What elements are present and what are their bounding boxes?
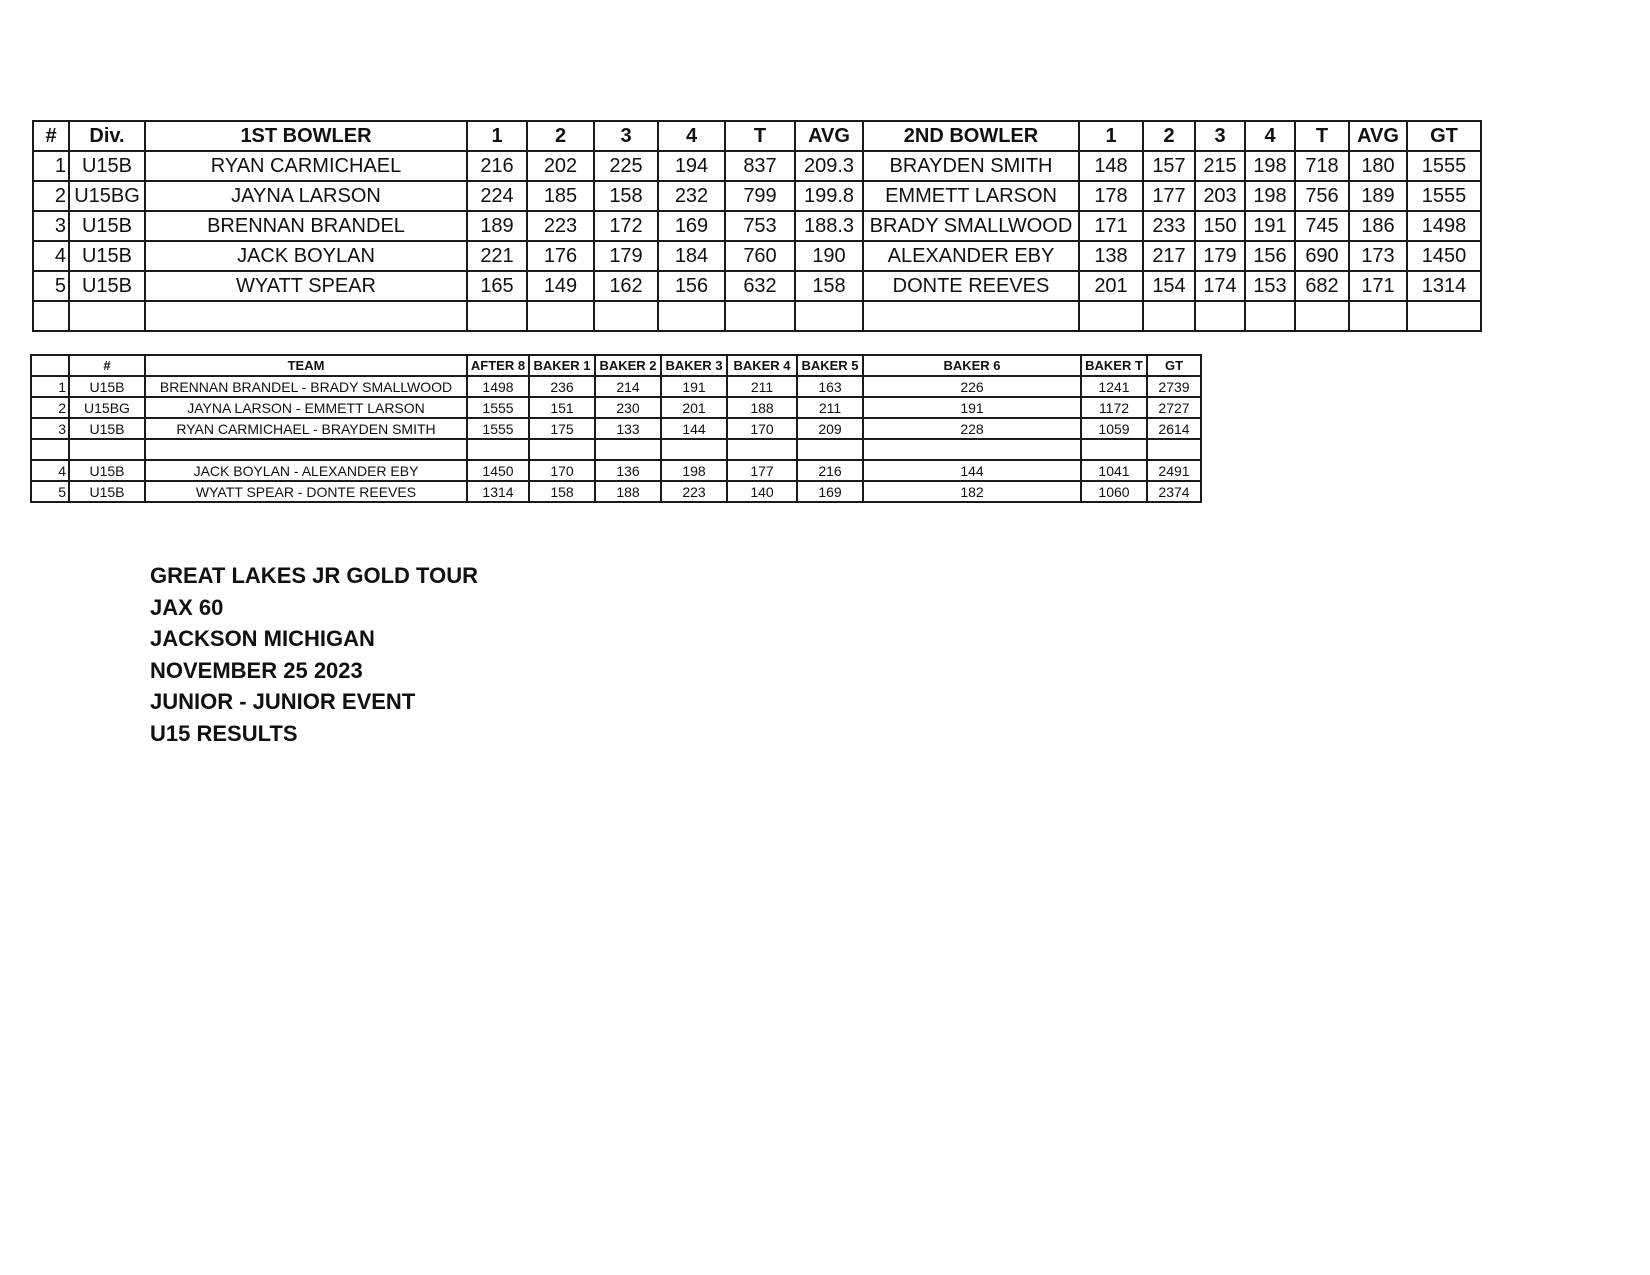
table-cell: 3 (31, 418, 69, 439)
table-cell: 169 (797, 481, 863, 502)
event-info-block (150, 560, 478, 749)
table-row (31, 376, 1201, 397)
table-cell: 186 (1349, 211, 1407, 241)
column-header: 3 (1195, 121, 1245, 151)
table-cell: BRENNAN BRANDEL - BRADY SMALLWOOD (145, 376, 467, 397)
table-cell: 682 (1295, 271, 1349, 301)
column-header: 2 (527, 121, 594, 151)
table-cell: 175 (529, 418, 595, 439)
table-cell: U15B (69, 151, 145, 181)
table-cell (527, 301, 594, 331)
column-header: BAKER 5 (797, 355, 863, 376)
table-cell: RYAN CARMICHAEL - BRAYDEN SMITH (145, 418, 467, 439)
table-cell (1143, 301, 1195, 331)
table-cell: 203 (1195, 181, 1245, 211)
table-cell: 170 (529, 460, 595, 481)
table-cell: 150 (1195, 211, 1245, 241)
table-cell: 2727 (1147, 397, 1201, 418)
column-header: 3 (594, 121, 658, 151)
table-cell: 178 (1079, 181, 1143, 211)
table-cell: 211 (727, 376, 797, 397)
table-cell: 4 (31, 460, 69, 481)
table-cell: JAYNA LARSON (145, 181, 467, 211)
table-cell: 163 (797, 376, 863, 397)
table-cell (1245, 301, 1295, 331)
table-cell: 216 (797, 460, 863, 481)
table-cell: 2374 (1147, 481, 1201, 502)
table-cell: 189 (1349, 181, 1407, 211)
table-cell (1349, 301, 1407, 331)
pairs-table-body (33, 151, 1481, 331)
table-cell: 3 (33, 211, 69, 241)
table-cell: 185 (527, 181, 594, 211)
column-header: 2ND BOWLER (863, 121, 1079, 151)
table-cell: 1059 (1081, 418, 1147, 439)
table-cell: 632 (725, 271, 795, 301)
table-cell: 233 (1143, 211, 1195, 241)
column-header (31, 355, 69, 376)
table-cell: U15B (69, 481, 145, 502)
table-row (33, 271, 1481, 301)
column-header: BAKER 4 (727, 355, 797, 376)
table-cell (33, 301, 69, 331)
table-cell: 1 (33, 151, 69, 181)
table-cell: 230 (595, 397, 661, 418)
table-cell: 5 (31, 481, 69, 502)
table-cell (467, 439, 529, 460)
table-cell: 191 (661, 376, 727, 397)
column-header: BAKER T (1081, 355, 1147, 376)
table-cell (69, 439, 145, 460)
table-cell: WYATT SPEAR - DONTE REEVES (145, 481, 467, 502)
table-cell: 1555 (1407, 181, 1481, 211)
column-header: BAKER 2 (595, 355, 661, 376)
event-name: JUNIOR - JUNIOR EVENT (150, 689, 416, 714)
table-cell: 718 (1295, 151, 1349, 181)
table-cell (725, 301, 795, 331)
table-cell: 799 (725, 181, 795, 211)
table-cell: 1450 (467, 460, 529, 481)
column-header: TEAM (145, 355, 467, 376)
table-cell: 162 (594, 271, 658, 301)
table-cell: 151 (529, 397, 595, 418)
column-header: 1ST BOWLER (145, 121, 467, 151)
table-cell: JACK BOYLAN (145, 241, 467, 271)
table-cell: U15B (69, 241, 145, 271)
table-row (33, 211, 1481, 241)
table-cell (69, 301, 145, 331)
table-cell (1147, 439, 1201, 460)
table-cell: 189 (467, 211, 527, 241)
column-header: T (1295, 121, 1349, 151)
results-label: U15 RESULTS (150, 720, 298, 746)
table-cell: 215 (1195, 151, 1245, 181)
table-cell: 2491 (1147, 460, 1201, 481)
column-header: 2 (1143, 121, 1195, 151)
table-cell: 179 (594, 241, 658, 271)
table-cell: 1 (31, 376, 69, 397)
table-cell: BRAYDEN SMITH (863, 151, 1079, 181)
table-cell: 217 (1143, 241, 1195, 271)
table-header-row (31, 355, 1201, 376)
column-header: 1 (1079, 121, 1143, 151)
table-cell: 188 (727, 397, 797, 418)
table-cell: 2 (31, 397, 69, 418)
column-header: GT (1407, 121, 1481, 151)
table-cell: 158 (529, 481, 595, 502)
event-date: NOVEMBER 25 2023 (150, 657, 363, 683)
table-cell: 202 (527, 151, 594, 181)
table-cell: 158 (594, 181, 658, 211)
table-cell: 226 (863, 376, 1081, 397)
tour-name: GREAT LAKES JR GOLD TOUR (150, 563, 478, 588)
table-cell: 190 (795, 241, 863, 271)
table-cell: 153 (1245, 271, 1295, 301)
table-cell: 1498 (467, 376, 529, 397)
table-cell: 177 (727, 460, 797, 481)
column-header: AVG (795, 121, 863, 151)
table-cell: 1172 (1081, 397, 1147, 418)
table-cell: 1555 (1407, 151, 1481, 181)
table-cell: 209 (797, 418, 863, 439)
table-cell (145, 301, 467, 331)
table-cell (863, 439, 1081, 460)
column-header: # (69, 355, 145, 376)
table-cell: DONTE REEVES (863, 271, 1079, 301)
table-cell: 5 (33, 271, 69, 301)
table-row (33, 241, 1481, 271)
table-cell: 171 (1349, 271, 1407, 301)
table-row (33, 301, 1481, 331)
table-cell: 745 (1295, 211, 1349, 241)
table-cell: 2739 (1147, 376, 1201, 397)
table-cell: 753 (725, 211, 795, 241)
table-cell: 144 (661, 418, 727, 439)
table-cell: 165 (467, 271, 527, 301)
table-cell: 158 (795, 271, 863, 301)
table-cell: 1314 (1407, 271, 1481, 301)
table-cell (529, 439, 595, 460)
table-cell (1195, 301, 1245, 331)
table-cell: 188.3 (795, 211, 863, 241)
table-cell: U15B (69, 211, 145, 241)
table-cell: 2 (33, 181, 69, 211)
table-cell: 182 (863, 481, 1081, 502)
table-cell: U15BG (69, 181, 145, 211)
baker-results-table (30, 354, 1202, 503)
table-cell: BRENNAN BRANDEL (145, 211, 467, 241)
pairs-results-table (32, 120, 1482, 332)
table-cell: 1041 (1081, 460, 1147, 481)
table-row (33, 151, 1481, 181)
table-cell: 228 (863, 418, 1081, 439)
table-cell (31, 439, 69, 460)
column-header: AFTER 8 (467, 355, 529, 376)
table-cell: 176 (527, 241, 594, 271)
table-cell: 690 (1295, 241, 1349, 271)
column-header: BAKER 3 (661, 355, 727, 376)
table-cell: 148 (1079, 151, 1143, 181)
table-cell: U15B (69, 376, 145, 397)
table-row (31, 418, 1201, 439)
table-cell: 199.8 (795, 181, 863, 211)
table-cell (1295, 301, 1349, 331)
table-cell: 180 (1349, 151, 1407, 181)
table-cell: 172 (594, 211, 658, 241)
table-cell: 177 (1143, 181, 1195, 211)
table-cell (145, 439, 467, 460)
table-cell: 223 (527, 211, 594, 241)
table-cell: WYATT SPEAR (145, 271, 467, 301)
table-cell: 156 (658, 271, 725, 301)
table-cell: 216 (467, 151, 527, 181)
table-cell: 179 (1195, 241, 1245, 271)
table-cell: 232 (658, 181, 725, 211)
table-cell (795, 301, 863, 331)
table-cell: BRADY SMALLWOOD (863, 211, 1079, 241)
table-cell: U15B (69, 271, 145, 301)
table-cell: 156 (1245, 241, 1295, 271)
table-cell: 221 (467, 241, 527, 271)
table-cell: 4 (33, 241, 69, 271)
table-cell: 169 (658, 211, 725, 241)
table-cell: 198 (1245, 181, 1295, 211)
column-header: T (725, 121, 795, 151)
table-cell (595, 439, 661, 460)
table-cell: 138 (1079, 241, 1143, 271)
column-header: 4 (1245, 121, 1295, 151)
table-cell: 201 (661, 397, 727, 418)
table-cell: 756 (1295, 181, 1349, 211)
table-cell: 174 (1195, 271, 1245, 301)
table-cell: 184 (658, 241, 725, 271)
table-cell: 837 (725, 151, 795, 181)
table-cell: 191 (1245, 211, 1295, 241)
table-cell: 201 (1079, 271, 1143, 301)
table-row (31, 460, 1201, 481)
table-header-row (33, 121, 1481, 151)
table-cell: 211 (797, 397, 863, 418)
table-row (31, 397, 1201, 418)
table-cell: 157 (1143, 151, 1195, 181)
table-cell: 173 (1349, 241, 1407, 271)
column-header: GT (1147, 355, 1201, 376)
table-row (31, 439, 1201, 460)
table-cell: 170 (727, 418, 797, 439)
table-cell (594, 301, 658, 331)
table-cell (797, 439, 863, 460)
column-header: # (33, 121, 69, 151)
table-cell: RYAN CARMICHAEL (145, 151, 467, 181)
table-cell: U15B (69, 418, 145, 439)
table-cell: 1498 (1407, 211, 1481, 241)
table-cell: 198 (1245, 151, 1295, 181)
table-cell (658, 301, 725, 331)
table-cell: 2614 (1147, 418, 1201, 439)
table-cell: 1314 (467, 481, 529, 502)
table-cell: 1060 (1081, 481, 1147, 502)
event-location: JACKSON MICHIGAN (150, 626, 375, 651)
table-cell (661, 439, 727, 460)
table-cell: 209.3 (795, 151, 863, 181)
table-cell: 188 (595, 481, 661, 502)
table-cell: 154 (1143, 271, 1195, 301)
table-cell: U15B (69, 460, 145, 481)
table-cell (727, 439, 797, 460)
table-cell: JACK BOYLAN - ALEXANDER EBY (145, 460, 467, 481)
table-cell: U15BG (69, 397, 145, 418)
table-cell (1407, 301, 1481, 331)
baker-table-body (31, 376, 1201, 502)
table-cell: 171 (1079, 211, 1143, 241)
table-cell: 1555 (467, 397, 529, 418)
table-cell: 136 (595, 460, 661, 481)
table-cell (1079, 301, 1143, 331)
table-cell: 225 (594, 151, 658, 181)
table-cell: JAYNA LARSON - EMMETT LARSON (145, 397, 467, 418)
table-cell: 224 (467, 181, 527, 211)
table-row (31, 481, 1201, 502)
table-cell: 223 (661, 481, 727, 502)
table-cell: 198 (661, 460, 727, 481)
table-cell: 194 (658, 151, 725, 181)
table-cell: 1450 (1407, 241, 1481, 271)
bowling-center: JAX 60 (150, 594, 224, 620)
table-cell: 760 (725, 241, 795, 271)
table-cell (1081, 439, 1147, 460)
table-cell: 1555 (467, 418, 529, 439)
table-cell: 133 (595, 418, 661, 439)
table-cell: 144 (863, 460, 1081, 481)
column-header: 4 (658, 121, 725, 151)
table-cell (863, 301, 1079, 331)
table-cell: 236 (529, 376, 595, 397)
table-cell: 149 (527, 271, 594, 301)
column-header: 1 (467, 121, 527, 151)
table-cell: ALEXANDER EBY (863, 241, 1079, 271)
table-cell: 1241 (1081, 376, 1147, 397)
table-cell: 140 (727, 481, 797, 502)
table-cell: EMMETT LARSON (863, 181, 1079, 211)
column-header: BAKER 6 (863, 355, 1081, 376)
table-cell: 214 (595, 376, 661, 397)
column-header: BAKER 1 (529, 355, 595, 376)
column-header: AVG (1349, 121, 1407, 151)
table-cell: 191 (863, 397, 1081, 418)
column-header: Div. (69, 121, 145, 151)
table-row (33, 181, 1481, 211)
table-cell (467, 301, 527, 331)
